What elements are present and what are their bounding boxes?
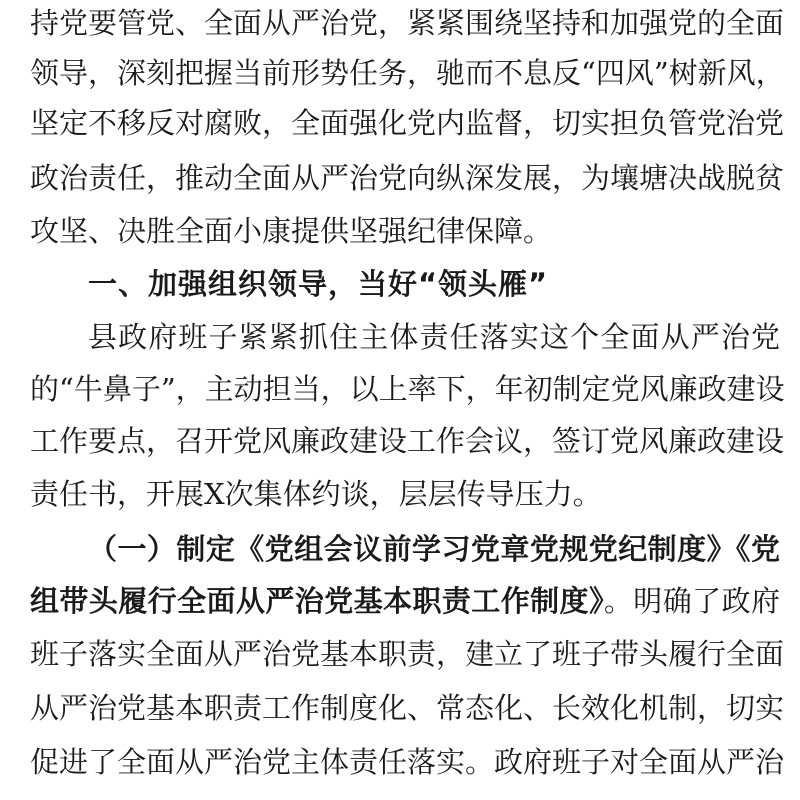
paragraph-line: 的“牛鼻子”，主动担当，以上率下，年初制定党风廉政建设 [30,372,785,406]
section-heading: 一、加强组织领导，当好“领头雁” [88,267,549,301]
sub-item-title-rest: 。明确了政府 [603,584,780,618]
paragraph-line: 持党要管党、全面从严治党，紧紧围绕坚持和加强党的全面 [30,6,785,40]
sub-item-title-bold: 组带头履行全面从严治党基本职责工作制度》 [30,584,604,618]
sub-item-title-continued [30,576,780,626]
paragraph-line: 攻坚、决胜全面小康提供坚强纪律保障。 [30,214,553,248]
paragraph-line: 从严治党基本职责工作制度化、常态化、长效化机制，切实 [30,691,785,725]
paragraph-line: 领导，深刻把握当前形势任务，驰而不息反“四风”树新风， [30,56,785,90]
paragraph-line: 坚定不移反对腐败，全面强化党内监督，切实担负管党治党 [30,106,785,140]
sub-item-title: （一）制定《党组会议前学习党章党规党纪制度》《党 [88,532,780,566]
paragraph-line: 班子落实全面从严治党基本职责，建立了班子带头履行全面 [30,637,785,671]
paragraph-line: 工作要点，召开党风廉政建设工作会议，签订党风廉政建设 [30,424,785,458]
paragraph-line: 县政府班子紧紧抓住主体责任落实这个全面从严治党 [88,320,780,354]
paragraph-line: 促进了全面从严治党主体责任落实。政府班子对全面从严治 [30,745,785,779]
paragraph-line: 责任书，开展X次集体约谈，层层传导压力。 [30,477,602,511]
paragraph-line: 政治责任，推动全面从严治党向纵深发展，为壤塘决战脱贫 [30,161,785,195]
